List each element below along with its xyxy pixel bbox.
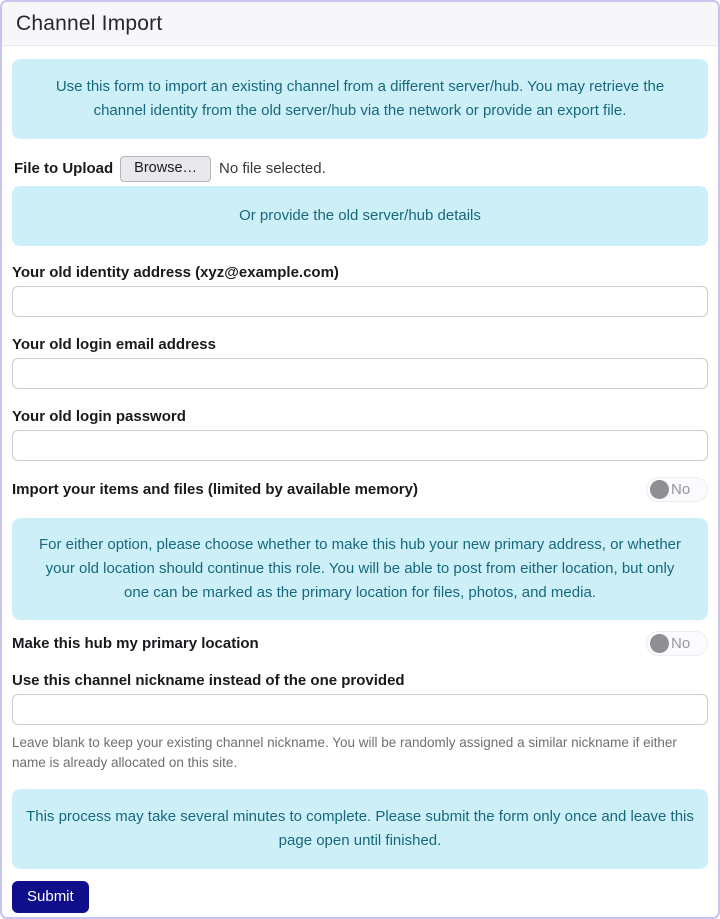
form-body	[2, 46, 718, 913]
primary-location-label: Make this hub my primary location	[12, 635, 259, 652]
import-items-toggle-row	[12, 477, 708, 502]
primary-location-toggle-state: No	[671, 635, 691, 652]
identity-address-input[interactable]	[12, 286, 708, 317]
page-header	[2, 2, 718, 46]
nickname-input[interactable]	[12, 694, 708, 725]
nickname-label: Use this channel nickname instead of the one provided	[12, 672, 405, 689]
toggle-knob-icon	[650, 480, 669, 499]
login-email-label: Your old login email address	[12, 336, 216, 353]
file-upload-row	[14, 154, 708, 183]
browse-button[interactable]: Browse…	[120, 156, 211, 182]
process-note-info-box: This process may take several minutes to complete. Please submit the form only once and leave this page open until finished.	[12, 789, 708, 869]
login-password-label: Your old login password	[12, 408, 186, 425]
page-title: Channel Import	[16, 11, 163, 35]
identity-field-group	[12, 263, 708, 317]
email-field-group	[12, 335, 708, 389]
primary-note-info-box: For either option, please choose whether to make this hub your new primary address, or whether your old location should continue this role. You will be able to post from either location, but only one can be marked as the primary location for files, photos, and media.	[12, 518, 708, 620]
login-email-input[interactable]	[12, 358, 708, 389]
import-items-toggle-state: No	[671, 481, 691, 498]
password-field-group	[12, 407, 708, 461]
or-provide-info-box: Or provide the old server/hub details	[12, 186, 708, 246]
nickname-field-group	[12, 671, 708, 725]
primary-location-toggle[interactable]	[646, 631, 708, 656]
no-file-selected-text: No file selected.	[219, 160, 326, 177]
nickname-help-text: Leave blank to keep your existing channel nickname. You will be randomly assigned a similar nickname if either name is already allocated on this site.	[12, 735, 677, 770]
submit-button[interactable]: Submit	[12, 881, 89, 913]
login-password-input[interactable]	[12, 430, 708, 461]
import-items-label: Import your items and files (limited by available memory)	[12, 481, 418, 498]
file-upload-label: File to Upload	[14, 160, 114, 177]
primary-location-toggle-row	[12, 631, 708, 656]
toggle-knob-icon	[650, 634, 669, 653]
identity-address-label: Your old identity address (xyz@example.com)	[12, 264, 339, 281]
import-items-toggle[interactable]	[646, 477, 708, 502]
intro-info-box: Use this form to import an existing channel from a different server/hub. You may retrieve the channel identity from the old server/hub via the network or provide an export file.	[12, 59, 708, 139]
